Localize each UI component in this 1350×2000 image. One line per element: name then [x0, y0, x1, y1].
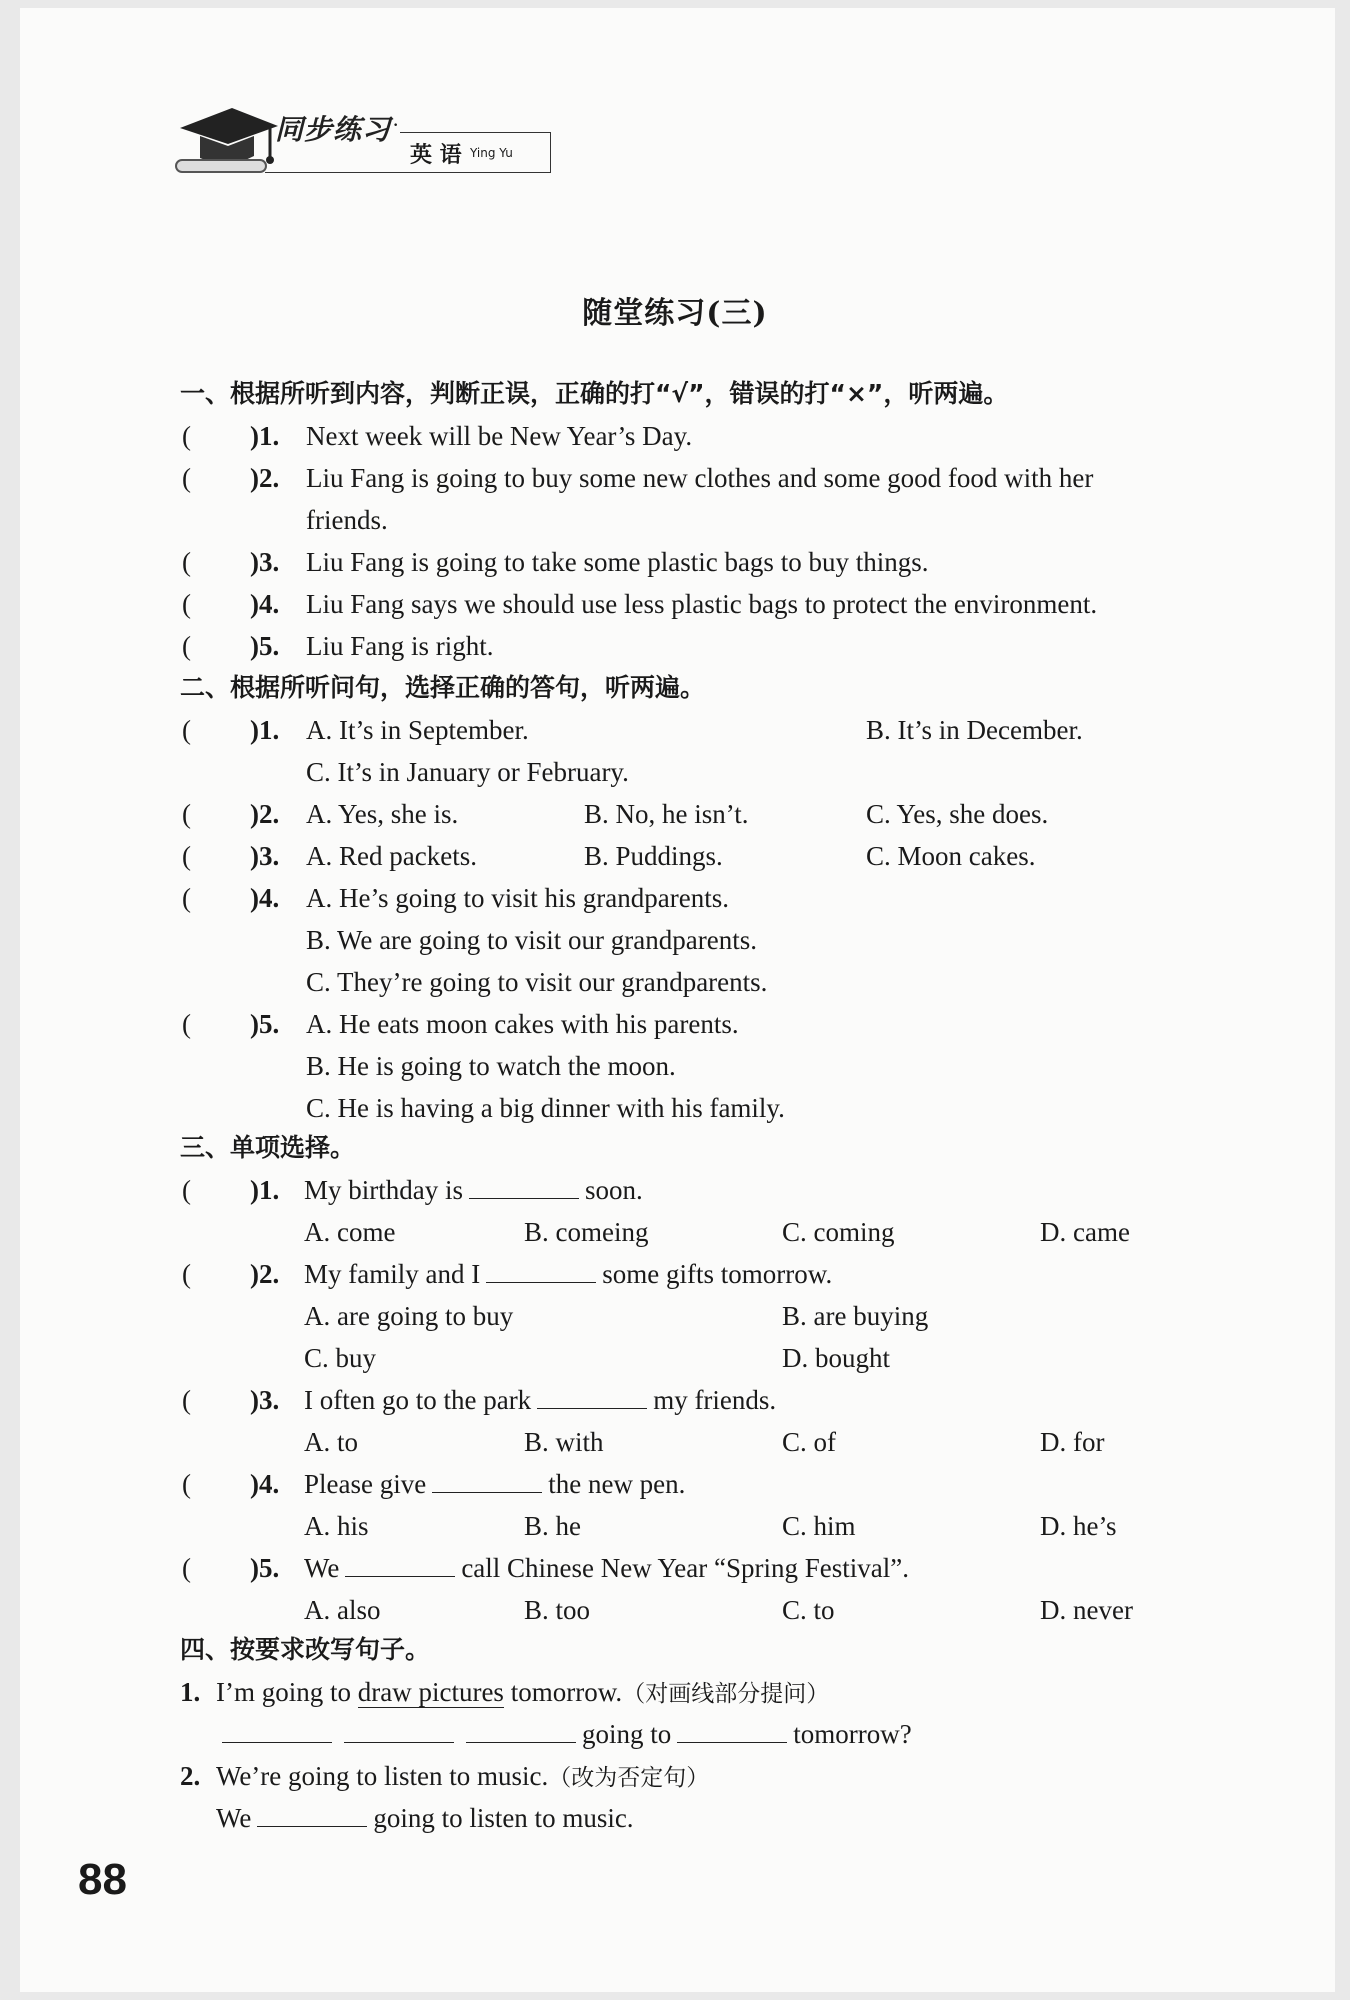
- statement-text: Liu Fang is going to buy some new clothes and some good food with her: [306, 463, 1094, 493]
- header-underline: [265, 172, 550, 173]
- answer-line: [216, 1800, 634, 1836]
- statement-text: Liu Fang is right.: [306, 631, 494, 661]
- fill-blank[interactable]: [469, 1176, 579, 1199]
- answer-paren: (: [182, 1469, 191, 1499]
- subject-pinyin: Ying Yu: [470, 146, 513, 160]
- answer-paren: (: [182, 589, 191, 619]
- instruction-note: （对画线部分提问）: [622, 1681, 830, 1707]
- answer-line: [216, 1716, 912, 1752]
- question-number: )4.: [250, 883, 280, 913]
- stem-after: my friends.: [653, 1385, 777, 1415]
- answer-paren: (: [182, 421, 191, 451]
- question-stem: [304, 1466, 685, 1502]
- page-number: 88: [78, 1855, 127, 1904]
- question-number: )5.: [250, 631, 280, 661]
- option-c: C. coming: [782, 1217, 895, 1247]
- option-b: B. It’s in December.: [866, 715, 1083, 745]
- stem-after: call Chinese New Year “Spring Festival”.: [461, 1553, 909, 1583]
- question-number: )3.: [250, 1385, 280, 1415]
- instruction-note: （改为否定句）: [548, 1765, 710, 1791]
- section-4-heading: 四、按要求改写句子。: [180, 1635, 431, 1664]
- answer-paren: (: [182, 631, 191, 661]
- book-header: [170, 100, 550, 190]
- stem-after: some gifts tomorrow.: [602, 1259, 833, 1289]
- answer-paren: (: [182, 1175, 191, 1205]
- option-c: C. It’s in January or February.: [306, 757, 629, 787]
- option-b: B. Puddings.: [584, 841, 723, 871]
- subject-title: 英 语: [410, 143, 462, 168]
- question-number: )2.: [250, 463, 280, 493]
- section-2-heading: 二、根据所听问句，选择正确的答句，听两遍。: [180, 673, 706, 702]
- fill-blank[interactable]: [677, 1720, 787, 1743]
- option-d: D. bought: [782, 1343, 890, 1373]
- question-number: )3.: [250, 547, 280, 577]
- question-number: )1.: [250, 715, 280, 745]
- question-number: 1.: [180, 1677, 201, 1707]
- question-number: )3.: [250, 841, 280, 871]
- fill-blank[interactable]: [432, 1470, 542, 1493]
- stem-before: My birthday is: [304, 1175, 463, 1205]
- option-a: A. his: [304, 1511, 369, 1541]
- option-d: D. for: [1040, 1427, 1105, 1457]
- option-a: A. Red packets.: [306, 841, 477, 871]
- underlined-phrase: draw pictures: [357, 1677, 504, 1707]
- option-b: B. with: [524, 1427, 604, 1457]
- section-3-heading: 三、单项选择。: [180, 1133, 356, 1162]
- section-1-heading: 一、根据所听到内容，判断正误，正确的打“√”，错误的打“×”，听两遍。: [180, 379, 1009, 408]
- fill-blank[interactable]: [466, 1720, 576, 1743]
- option-d: D. came: [1040, 1217, 1130, 1247]
- series-title: 同步练习: [275, 113, 392, 146]
- option-b: B. too: [524, 1595, 591, 1625]
- question-stem: [304, 1550, 909, 1586]
- option-b: B. No, he isn’t.: [584, 799, 749, 829]
- option-d: D. he’s: [1040, 1511, 1117, 1541]
- question-number: )2.: [250, 799, 280, 829]
- answer-paren: (: [182, 463, 191, 493]
- fill-blank[interactable]: [257, 1804, 367, 1827]
- question-stem: [304, 1382, 776, 1418]
- option-a: A. He’s going to visit his grandparents.: [306, 883, 729, 913]
- option-c: C. of: [782, 1427, 836, 1457]
- answer-paren: (: [182, 799, 191, 829]
- answer-middle: going to: [582, 1719, 672, 1749]
- option-c: C. Yes, she does.: [866, 799, 1049, 829]
- answer-before: We: [216, 1803, 252, 1833]
- answer-paren: (: [182, 547, 191, 577]
- option-a: A. He eats moon cakes with his parents.: [306, 1009, 739, 1039]
- statement-text: Next week will be New Year’s Day.: [306, 421, 693, 451]
- rewrite-sentence: [216, 1758, 709, 1796]
- sentence-text: We’re going to listen to music.: [216, 1761, 549, 1791]
- header-dot: ·: [392, 112, 400, 137]
- sentence-after: tomorrow.: [510, 1677, 623, 1707]
- answer-paren: (: [182, 1553, 191, 1583]
- option-a: A. It’s in September.: [306, 715, 529, 745]
- fill-blank[interactable]: [344, 1720, 454, 1743]
- option-c: C. They’re going to visit our grandparents.: [306, 967, 768, 997]
- graduation-cap-icon: [170, 100, 280, 180]
- option-d: D. never: [1040, 1595, 1133, 1625]
- sentence-before: I’m going to: [216, 1677, 351, 1707]
- answer-paren: (: [182, 715, 191, 745]
- option-b: B. he: [524, 1511, 581, 1541]
- stem-after: soon.: [585, 1175, 643, 1205]
- answer-paren: (: [182, 1259, 191, 1289]
- answer-end: tomorrow?: [793, 1719, 912, 1749]
- stem-before: Please give: [304, 1469, 427, 1499]
- fill-blank[interactable]: [222, 1720, 332, 1743]
- option-a: A. Yes, she is.: [306, 799, 459, 829]
- option-c: C. Moon cakes.: [866, 841, 1036, 871]
- question-number: )2.: [250, 1259, 280, 1289]
- option-a: A. come: [304, 1217, 396, 1247]
- answer-paren: (: [182, 841, 191, 871]
- fill-blank[interactable]: [345, 1554, 455, 1577]
- option-c: C. He is having a big dinner with his family.: [306, 1093, 785, 1123]
- answer-paren: (: [182, 883, 191, 913]
- statement-text: Liu Fang is going to take some plastic bags to buy things.: [306, 547, 929, 577]
- option-a: A. are going to buy: [304, 1301, 514, 1331]
- rewrite-sentence: [216, 1674, 829, 1712]
- page-title: 随堂练习(三): [582, 296, 768, 331]
- answer-after: going to listen to music.: [373, 1803, 634, 1833]
- stem-after: the new pen.: [548, 1469, 686, 1499]
- option-c: C. buy: [304, 1343, 377, 1373]
- option-a: A. to: [304, 1427, 358, 1457]
- question-number: )1.: [250, 421, 280, 451]
- question-number: )4.: [250, 1469, 280, 1499]
- question-number: 2.: [180, 1761, 201, 1791]
- stem-before: We: [304, 1553, 340, 1583]
- question-number: )1.: [250, 1175, 280, 1205]
- question-stem: [304, 1172, 643, 1208]
- option-c: C. to: [782, 1595, 835, 1625]
- question-number: )5.: [250, 1553, 280, 1583]
- fill-blank[interactable]: [537, 1386, 647, 1409]
- question-number: )4.: [250, 589, 280, 619]
- option-b: B. are buying: [782, 1301, 929, 1331]
- stem-before: I often go to the park: [304, 1385, 532, 1415]
- question-number: )5.: [250, 1009, 280, 1039]
- stem-before: My family and I: [304, 1259, 481, 1289]
- statement-text-cont: friends.: [306, 505, 388, 535]
- statement-text: Liu Fang says we should use less plastic bags to protect the environment.: [306, 589, 1098, 619]
- question-stem: [304, 1256, 832, 1292]
- option-b: B. We are going to visit our grandparents.: [306, 925, 757, 955]
- answer-paren: (: [182, 1009, 191, 1039]
- fill-blank[interactable]: [486, 1260, 596, 1283]
- option-b: B. comeing: [524, 1217, 649, 1247]
- option-b: B. He is going to watch the moon.: [306, 1051, 676, 1081]
- option-c: C. him: [782, 1511, 856, 1541]
- answer-paren: (: [182, 1385, 191, 1415]
- option-a: A. also: [304, 1595, 381, 1625]
